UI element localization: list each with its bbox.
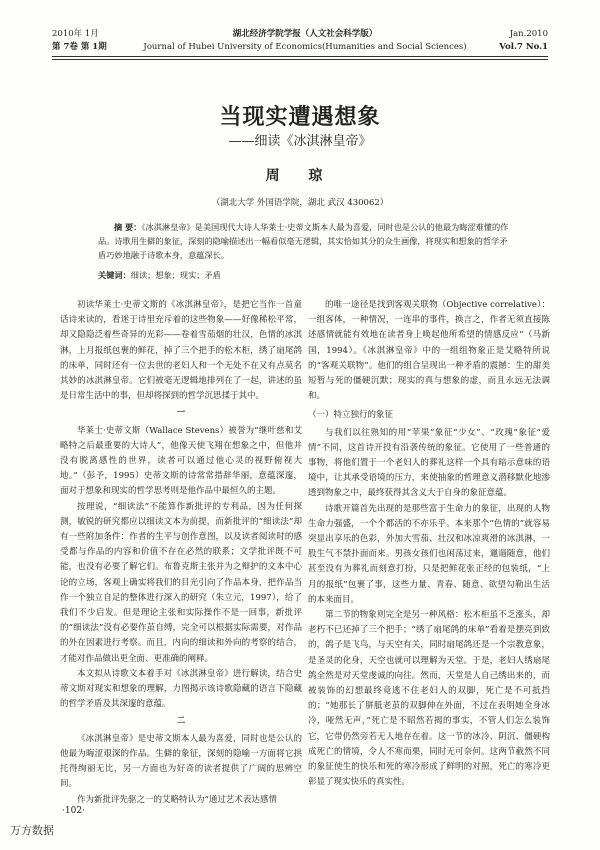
journal-title-en: Journal of Hubei University of Economics(Humanities and Social Sciences): [143, 42, 467, 52]
paragraph: 诗歌开篇首先出现的是那些富于生命力的象征，出现的人物生命力强盛，一个个都活的不亦乐乎。本来那个“色情的”就容易突显出享乐的色彩，外加大雪茄、壮汉和冰凉爽滑的冰淇淋，一股生气不禁扑面而来。男孩女孩们也闲荡过来，邋遢随意，他们甚至没有为葬礼而刻意打扮，只是把鲜花张正经的包装纸，“上月的报纸”包裹了事，这些力量、青春、随意、欲望勾勒出生活的本来面目。: [308, 503, 550, 605]
abstract-text: 《冰淇淋皇帝》是美国现代大诗人华莱士·史蒂文斯本人最为喜爱，同时也是公认的他最为晦涩难懂的作品。诗歌用生僻的象征，深刻的隐喻描述出一幅看似毫无逻辑，其实恰如其分的众生画像，将现实和想象的哲学矛盾巧妙地融于诗歌本身，意蕴深长。: [98, 222, 509, 260]
header-volume: Vol.7 No.1: [499, 42, 548, 52]
header-left: [52, 28, 107, 54]
paragraph: 的唯一途径是找到客观关联物（Objective correlative）：一组客体，一种情况，一连串的事件，换言之，作者无须直接陈述感情就能有效地在读者身上唤起他所希望的情感反应”（马新国，1994）。《冰淇淋皇帝》中的一组组物象正是艾略特所说的“客观关联物”。他们的组合呈现出一种矛盾的震撼：生的甜美短暂与死的僵硬沉默；现实的真与想象的虚，而且永远无法调和。: [308, 300, 550, 402]
article-subtitle: ——细读《冰淇淋皇帝》: [228, 134, 372, 149]
header-rule-thick: [52, 56, 548, 57]
article-author: 周 琼: [265, 168, 335, 184]
section-heading: 二: [176, 716, 186, 727]
abstract-label: 摘 要：: [114, 222, 142, 232]
header-center: [140, 28, 470, 54]
watermark-text: 万方数据: [10, 824, 54, 837]
header-issue: 第 7卷 第 1期: [52, 42, 107, 52]
paragraph: 第二节的物象则完全是另一种风格：松木柜虽不乏涨头，却老朽不已还掉了三个把手；“绣了扇尾鸽的床单”看着是摆亮到致的，鸽子是飞鸟，与天空有关，同时扇尾鸽还是一个宗教意象，是圣灵的化身，天空也就可以理解为天堂。于是，老妇人绣扇尾鸽全然是对天堂虔诚的向往。然而，天堂是人自己绣出来的，而被装饰的幻想最终竟逃不住老妇人的双脚，死亡是不可抵挡的；“她那长了胼胝老茧的双脚伸在外面，不过在表明她全身冰冷，哑然无声，”死亡是不昭然若揭的事实，不管人们怎么装饰它，它带仍然旁若无人地存在着。这一节的冰冷、阴沉、僵硬构成死亡的情境，令人不寒而栗，同时无可奈何。这两节截然不同的象征使生的快乐和死的寒冷形成了鲜明的对照，死亡的寒冷更彰显了现实快乐的真实性。: [308, 610, 550, 788]
header-right: [499, 28, 548, 54]
paragraph: 《冰淇淋皇帝》是史蒂文斯本人最为喜爱，同时也是公认的他最为晦涩艰深的作品。生僻的象征，深刻的隐喻一方面将它拱托得绚丽无比，另一方面也为好奇的读者提供了广阔的思辨空间。: [60, 733, 302, 790]
paragraph: 本文拟从诗歌文本着手对《冰淇淋皇帝》进行解读，结合史蒂文斯对现实和想象的理解，力图揭示该诗歌隐藏的语言下隐藏的哲学矛盾及其深邃的意蕴。: [60, 668, 302, 710]
journal-title-cn: 湖北经济学院学报（人文社会科学版）: [232, 29, 378, 39]
header-date: 2010年 1月: [52, 29, 99, 39]
paragraph: 华莱士·史蒂文斯（Wallace Stevens）被誉为“继叶慈和艾略特之后最重要的大诗人”，他像天使飞翔在想象之中，但他并没有脱离感性的世界，读者可以通过他心灵的视野俯视大地。”（彭予，1995）史蒂文斯的诗常常措辞华丽，意蕴深邃，面对于想象和现实的哲学思考则是他作品中最恒久的主题。: [60, 425, 302, 497]
paragraph: 与我们以往熟知的用“苹果”象征“少女”、“玫瑰”象征“爱情”不同，这首诗开投有沿袭传统的象征。它使用了一些普通的事物，将他们置于一个老妇人的葬礼这样一个具有暗示意味的语境中，让其承受语境的压力，来使抽象的哲理意义潜移默化地渗透到物象之中，最终获得其含义大于自身的象征意蕴。: [308, 427, 550, 499]
paragraph: 初读华莱士·史蒂文斯的《冰淇淋皇帝》，是把它当作一首童话诗来读的，看迷于诗里充斥着的这些物象——好像稀松平常，却又隐隐泛着些奇异的光彩——卷着雪茄烟的壮汉，色情的冰淇淋，上月报纸包裹的鲜花，掉了三个把手的松木柜，绣了扇尾鸽的床单，同时还有一位去世的老妇人和一个无处不在又有点莫名其妙的冰淇淋皇帝。它们被毫无逻辑地排列在了一起，讲述的虽是日常生活中的事，但却将探到的哲学沉思揉于其中。: [60, 300, 302, 402]
paragraph: 作为新批评先驱之一的艾略特认为“通过艺术表达感情: [77, 794, 277, 805]
subsection-heading: （一）特立独行的象征: [308, 410, 394, 421]
keywords: [98, 268, 510, 282]
keywords-text: 细读；想象；现实；矛盾: [130, 270, 221, 280]
author-affiliation: （湖北大学 外国语学院，湖北 武汉 430062）: [211, 198, 389, 208]
keywords-label: 关键词：: [98, 270, 131, 280]
article-title: 当现实遭遇想象: [219, 104, 381, 130]
paragraph: 按理说，“细读法”不能算作新批评的专利品，因为任何探测，敏锐的研究都应以细读文本为前提，而新批评的“细读法”却有一些附加条件：作者的生平与创作意图，以及读者阅读时的感受都与作品的内容和价值不存在必然的联系；文学批评既不可能，也没有必要了解它们。布鲁克斯主张并为之辩护的文本中心论的立场，客观上确实将我们的目光引向了作品本身，把作品当作一个独立自足的整体进行深入的研究（朱立元，1997），给了我们不少启发。但是理论主张和实际操作不是一回事，新批评的“细读法”没有必要作茧自缚，完全可以根据实际需要，对作品的外在因素进行考察。而且，内向的细读和外向的考察的结合，才能对作品做出更全面、更准确的阐释。: [60, 501, 302, 664]
header-rule-thin: [52, 59, 548, 60]
body-column-right: [308, 298, 550, 791]
page-number: ·102·: [62, 806, 85, 816]
header-date-en: Jan.2010: [509, 29, 548, 39]
abstract: [98, 220, 510, 262]
section-heading: 一: [176, 408, 186, 419]
body-column-left: [60, 298, 302, 808]
